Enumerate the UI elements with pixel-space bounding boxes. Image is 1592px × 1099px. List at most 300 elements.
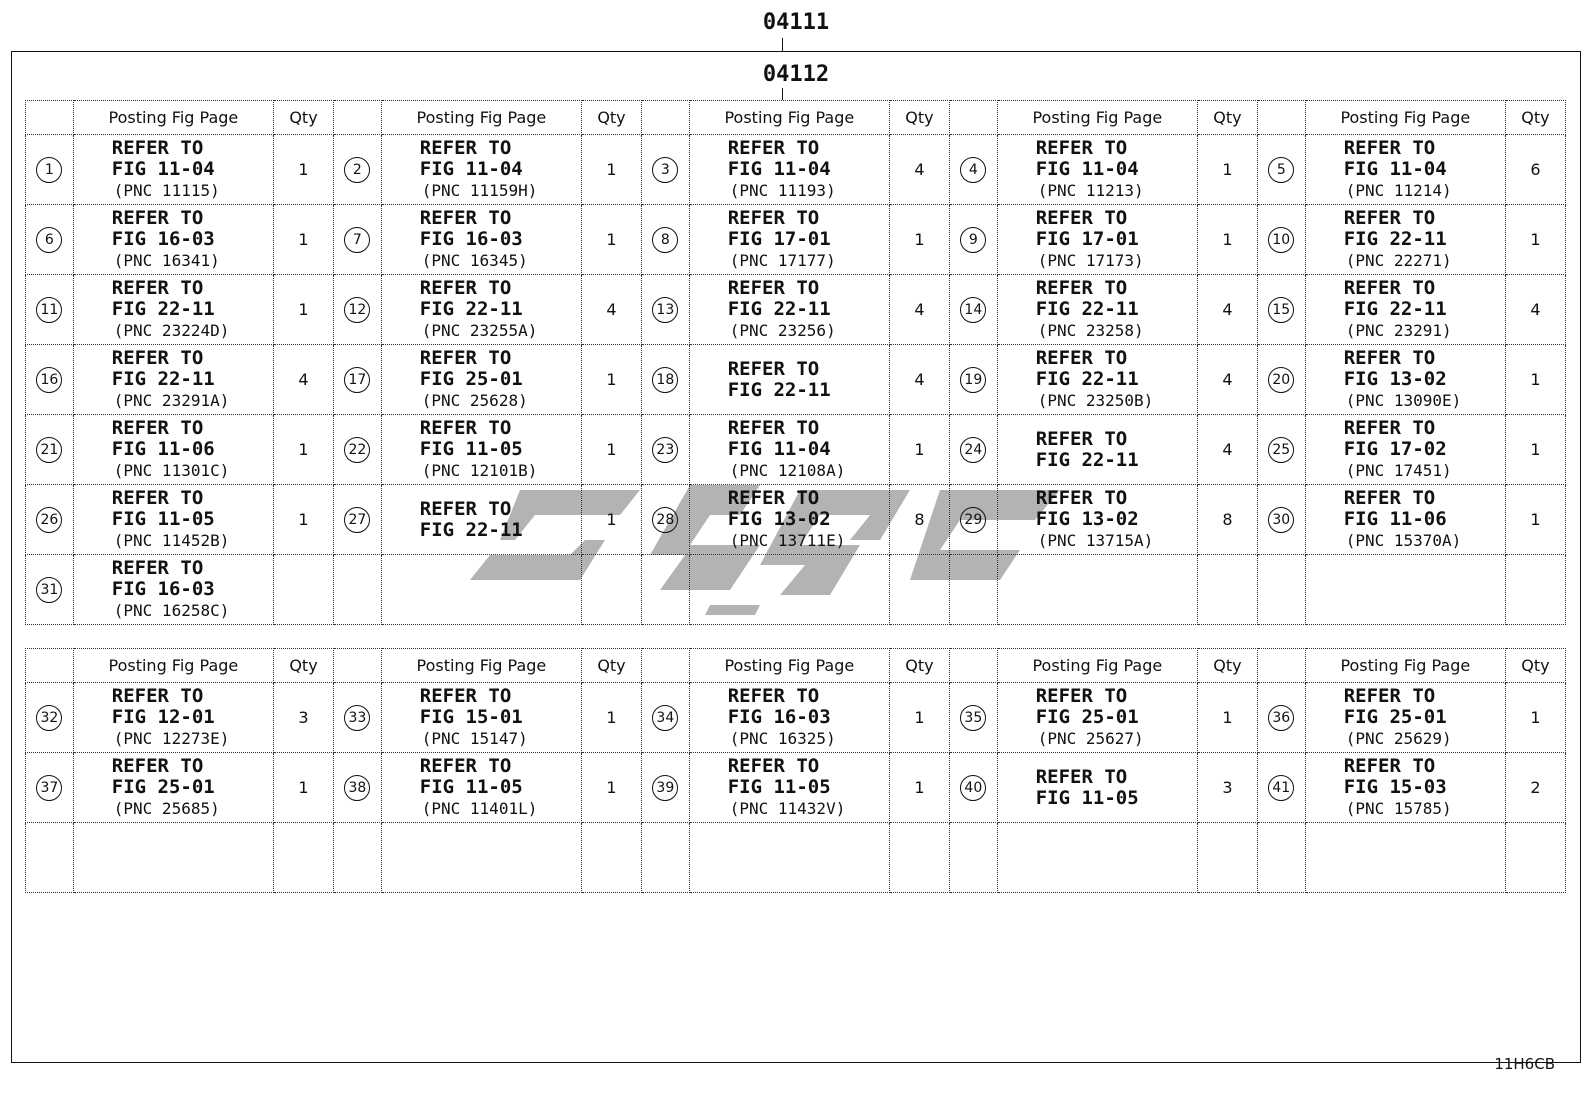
qty-value: 1 [914,230,925,249]
qty-value: 1 [914,778,925,797]
pnc-code: (PNC 23258) [1037,321,1144,340]
pnc-code: (PNC 25685) [113,799,220,818]
fig-page: FIG 13-02 [1343,368,1447,390]
fig-page: FIG 11-04 [111,158,215,180]
pnc-code: (PNC 13715A) [1037,531,1154,550]
ref-number-cell [26,205,74,275]
ref-number-cell [26,135,74,205]
qty-value: 1 [914,440,925,459]
ref-cell [997,555,1197,625]
pnc-code: (PNC 12101B) [421,461,538,480]
ref-number-circle: 18 [652,367,678,393]
header-row [26,101,1566,135]
ref-number-circle: 21 [36,437,62,463]
refer-to-label: REFER TO [1343,685,1436,707]
refer-to-label: REFER TO [111,685,204,707]
qty-cell [274,205,334,275]
ref-cell [73,275,273,345]
ref-number-circle: 13 [652,297,678,323]
qty-cell [1197,275,1257,345]
pnc-code: (PNC 16341) [113,251,220,270]
parts-reference-table-1 [25,100,1566,625]
qty-cell [1197,753,1257,823]
refer-to-label: REFER TO [1343,347,1436,369]
qty-cell [582,415,642,485]
ref-cell [381,555,581,625]
ref-number-circle: 14 [960,297,986,323]
fig-page: FIG 22-11 [1035,298,1139,320]
table-row [26,555,1566,625]
fig-page: FIG 11-04 [727,438,831,460]
ref-number-circle: 23 [652,437,678,463]
fig-page: FIG 17-02 [1343,438,1447,460]
ref-number-circle: 29 [960,507,986,533]
header-posting-fig-page: Posting Fig Page [689,101,889,135]
ref-cell [1305,823,1505,893]
ref-number-circle: 39 [652,775,678,801]
qty-value: 4 [1222,300,1233,319]
qty-cell [889,205,949,275]
ref-cell [73,555,273,625]
leader-line-outer [782,38,783,51]
table-row [26,485,1566,555]
ref-number-cell [333,135,381,205]
pnc-code: (PNC 11159H) [421,181,538,200]
fig-page: FIG 11-04 [1343,158,1447,180]
ref-number-cell [641,683,689,753]
ref-number-cell [333,415,381,485]
header-qty: Qty [582,649,642,683]
qty-cell [274,485,334,555]
pnc-code: (PNC 11214) [1345,181,1452,200]
ref-number-cell [949,205,997,275]
ref-cell [689,823,889,893]
refer-to-label: REFER TO [1343,487,1436,509]
ref-number-cell [333,683,381,753]
header-qty: Qty [1197,101,1257,135]
qty-value: 8 [1222,510,1233,529]
ref-number-circle: 5 [1268,157,1294,183]
ref-number-cell [949,683,997,753]
ref-number-cell [333,753,381,823]
qty-cell [889,555,949,625]
qty-value: 1 [298,160,309,179]
header-posting-fig-page: Posting Fig Page [689,649,889,683]
ref-number-cell [641,823,689,893]
ref-number-cell [26,275,74,345]
ref-number-circle: 9 [960,227,986,253]
ref-cell [997,345,1197,415]
ref-cell [381,415,581,485]
ref-number-cell [333,345,381,415]
ref-number-circle: 1 [36,157,62,183]
ref-number-cell [26,683,74,753]
ref-number-circle: 22 [344,437,370,463]
ref-number-cell [26,345,74,415]
refer-to-label: REFER TO [1343,417,1436,439]
pnc-code: (PNC 15370A) [1345,531,1462,550]
qty-value: 4 [1222,370,1233,389]
refer-to-label: REFER TO [419,417,512,439]
refer-to-label: REFER TO [727,357,820,380]
qty-cell [889,823,949,893]
header-qty: Qty [889,101,949,135]
ref-cell [689,275,889,345]
ref-cell [997,415,1197,485]
qty-value: 1 [298,510,309,529]
ref-number-circle: 41 [1268,775,1294,801]
header-blank-cell [949,649,997,683]
refer-to-label: REFER TO [419,755,512,777]
fig-page: FIG 11-06 [111,438,215,460]
ref-cell [689,683,889,753]
pnc-code: (PNC 11193) [729,181,836,200]
ref-number-circle: 35 [960,705,986,731]
header-posting-fig-page: Posting Fig Page [997,649,1197,683]
fig-page: FIG 15-03 [1343,776,1447,798]
refer-to-label: REFER TO [1035,487,1128,509]
table-row [26,823,1566,893]
ref-number-circle: 36 [1268,705,1294,731]
header-blank-cell [1257,101,1305,135]
header-blank-cell [26,649,74,683]
header-blank-cell [1257,649,1305,683]
ref-cell [73,485,273,555]
fig-page: FIG 11-04 [1035,158,1139,180]
qty-value: 1 [298,778,309,797]
header-posting-fig-page: Posting Fig Page [997,101,1197,135]
refer-to-label: REFER TO [1035,277,1128,299]
qty-value: 1 [298,230,309,249]
refer-to-label: REFER TO [111,207,204,229]
qty-cell [274,555,334,625]
pnc-code: (PNC 23256) [729,321,836,340]
ref-number-circle: 40 [960,775,986,801]
ref-cell [73,823,273,893]
ref-number-circle: 28 [652,507,678,533]
refer-to-label: REFER TO [111,417,204,439]
pnc-code: (PNC 12273E) [113,729,230,748]
refer-to-label: REFER TO [419,137,512,159]
pnc-code: (PNC 11301C) [113,461,230,480]
refer-to-label: REFER TO [1035,137,1128,159]
qty-value: 4 [914,370,925,389]
ref-cell [997,823,1197,893]
header-qty: Qty [1505,649,1565,683]
qty-cell [582,753,642,823]
header-posting-fig-page: Posting Fig Page [1305,101,1505,135]
header-blank-cell [26,101,74,135]
qty-cell [1505,823,1565,893]
ref-cell [1305,135,1505,205]
qty-value: 1 [1222,160,1233,179]
pnc-code: (PNC 23255A) [421,321,538,340]
ref-number-circle: 37 [36,775,62,801]
refer-to-label: REFER TO [111,755,204,777]
refer-to-label: REFER TO [727,487,820,509]
qty-cell [274,823,334,893]
ref-number-circle: 2 [344,157,370,183]
ref-number-cell [1257,823,1305,893]
ref-cell [73,415,273,485]
pnc-code: (PNC 11401L) [421,799,538,818]
pnc-code: (PNC 23291) [1345,321,1452,340]
refer-to-label: REFER TO [111,557,204,579]
ref-number-circle: 27 [344,507,370,533]
ref-number-circle: 4 [960,157,986,183]
header-posting-fig-page: Posting Fig Page [73,649,273,683]
ref-cell [997,205,1197,275]
table-row [26,753,1566,823]
ref-cell [1305,275,1505,345]
qty-cell [274,753,334,823]
fig-page: FIG 25-01 [1035,706,1139,728]
ref-number-cell [641,415,689,485]
pnc-code: (PNC 25627) [1037,729,1144,748]
header-blank-cell [333,101,381,135]
qty-cell [1505,485,1565,555]
pnc-code: (PNC 22271) [1345,251,1452,270]
qty-cell [582,555,642,625]
refer-to-label: REFER TO [727,755,820,777]
refer-to-label: REFER TO [111,277,204,299]
ref-number-circle: 31 [36,577,62,603]
ref-cell [997,135,1197,205]
qty-value: 3 [298,708,309,727]
ref-number-circle: 25 [1268,437,1294,463]
ref-cell [73,753,273,823]
assembly-number-inner: 04112 [762,62,830,87]
ref-number-cell [26,485,74,555]
refer-to-label: REFER TO [727,207,820,229]
ref-cell [689,415,889,485]
fig-page: FIG 22-11 [1035,448,1139,471]
pnc-code: (PNC 23224D) [113,321,230,340]
ref-number-cell [641,753,689,823]
qty-cell [1505,135,1565,205]
ref-number-cell [26,823,74,893]
pnc-code: (PNC 17173) [1037,251,1144,270]
refer-to-label: REFER TO [111,347,204,369]
qty-value: 1 [606,708,617,727]
fig-page: FIG 11-04 [419,158,523,180]
qty-cell [889,275,949,345]
fig-page: FIG 11-05 [1035,786,1139,809]
qty-value: 4 [298,370,309,389]
header-qty: Qty [274,101,334,135]
qty-value: 8 [914,510,925,529]
fig-page: FIG 22-11 [1343,298,1447,320]
ref-cell [689,345,889,415]
qty-value: 4 [914,160,925,179]
ref-cell [1305,753,1505,823]
ref-number-cell [333,485,381,555]
illustration-code: 11H6CB [1494,1055,1555,1073]
pnc-code: (PNC 16258C) [113,601,230,620]
ref-cell [1305,345,1505,415]
fig-page: FIG 13-02 [727,508,831,530]
pnc-code: (PNC 23291A) [113,391,230,410]
qty-cell [1197,135,1257,205]
ref-number-circle: 15 [1268,297,1294,323]
assembly-number-outer: 04111 [762,10,830,35]
ref-number-cell [333,823,381,893]
ref-cell [1305,555,1505,625]
fig-page: FIG 22-11 [419,518,523,541]
table-row [26,683,1566,753]
ref-number-cell [26,753,74,823]
qty-value: 4 [1222,440,1233,459]
fig-page: FIG 17-01 [727,228,831,250]
qty-cell [889,753,949,823]
qty-cell [274,415,334,485]
leader-line-inner [782,88,783,100]
qty-value: 1 [1222,230,1233,249]
header-posting-fig-page: Posting Fig Page [381,101,581,135]
ref-number-cell [333,275,381,345]
header-posting-fig-page: Posting Fig Page [1305,649,1505,683]
ref-number-circle: 26 [36,507,62,533]
refer-to-label: REFER TO [419,685,512,707]
qty-value: 4 [606,300,617,319]
ref-number-cell [1257,275,1305,345]
pnc-code: (PNC 11432V) [729,799,846,818]
qty-value: 1 [298,440,309,459]
pnc-code: (PNC 16325) [729,729,836,748]
qty-cell [1197,683,1257,753]
ref-number-cell [949,485,997,555]
ref-number-cell [641,485,689,555]
refer-to-label: REFER TO [727,277,820,299]
ref-number-cell [1257,345,1305,415]
ref-number-circle: 17 [344,367,370,393]
qty-cell [1505,415,1565,485]
qty-cell [274,275,334,345]
fig-page: FIG 13-02 [1035,508,1139,530]
fig-page: FIG 16-03 [727,706,831,728]
refer-to-label: REFER TO [1035,765,1128,788]
refer-to-label: REFER TO [1035,347,1128,369]
fig-page: FIG 22-11 [419,298,523,320]
ref-number-cell [949,275,997,345]
qty-value: 3 [1222,778,1233,797]
refer-to-label: REFER TO [419,277,512,299]
qty-cell [582,683,642,753]
qty-cell [889,135,949,205]
header-posting-fig-page: Posting Fig Page [381,649,581,683]
header-qty: Qty [1505,101,1565,135]
ref-cell [73,683,273,753]
qty-value: 1 [1530,230,1541,249]
header-posting-fig-page: Posting Fig Page [73,101,273,135]
ref-number-circle: 33 [344,705,370,731]
ref-cell [997,485,1197,555]
qty-cell [1505,753,1565,823]
fig-page: FIG 22-11 [1343,228,1447,250]
table-row [26,345,1566,415]
ref-cell [381,485,581,555]
pnc-code: (PNC 25628) [421,391,528,410]
ref-cell [381,683,581,753]
table-row [26,275,1566,345]
fig-page: FIG 16-03 [419,228,523,250]
qty-cell [1505,683,1565,753]
header-blank-cell [333,649,381,683]
ref-cell [997,683,1197,753]
ref-number-circle: 7 [344,227,370,253]
ref-cell [73,135,273,205]
fig-page: FIG 11-05 [111,508,215,530]
pnc-code: (PNC 11115) [113,181,220,200]
ref-number-cell [641,135,689,205]
table-row [26,135,1566,205]
ref-number-cell [1257,555,1305,625]
ref-cell [689,753,889,823]
header-qty: Qty [274,649,334,683]
ref-cell [381,205,581,275]
qty-cell [1505,345,1565,415]
fig-page: FIG 15-01 [419,706,523,728]
fig-page: FIG 11-05 [419,438,523,460]
qty-cell [889,345,949,415]
fig-page: FIG 25-01 [111,776,215,798]
ref-number-circle: 8 [652,227,678,253]
refer-to-label: REFER TO [1343,207,1436,229]
qty-value: 1 [606,230,617,249]
ref-cell [1305,415,1505,485]
qty-value: 1 [1530,708,1541,727]
fig-page: FIG 25-01 [1343,706,1447,728]
ref-number-cell [1257,753,1305,823]
qty-value: 1 [914,708,925,727]
ref-number-circle: 20 [1268,367,1294,393]
pnc-code: (PNC 15785) [1345,799,1452,818]
ref-cell [381,823,581,893]
refer-to-label: REFER TO [419,497,512,520]
qty-value: 1 [1222,708,1233,727]
refer-to-label: REFER TO [1343,277,1436,299]
ref-number-cell [333,555,381,625]
fig-page: FIG 11-05 [727,776,831,798]
ref-cell [381,275,581,345]
ref-number-cell [1257,205,1305,275]
ref-number-circle: 11 [36,297,62,323]
qty-value: 1 [606,510,617,529]
qty-cell [889,415,949,485]
header-blank-cell [949,101,997,135]
ref-cell [381,753,581,823]
ref-number-cell [1257,415,1305,485]
ref-number-circle: 24 [960,437,986,463]
header-qty: Qty [889,649,949,683]
pnc-code: (PNC 13090E) [1345,391,1462,410]
qty-cell [274,345,334,415]
pnc-code: (PNC 25629) [1345,729,1452,748]
parts-reference-table-2 [25,648,1566,893]
qty-value: 1 [1530,440,1541,459]
refer-to-label: REFER TO [111,137,204,159]
refer-to-label: REFER TO [111,487,204,509]
ref-number-cell [949,753,997,823]
fig-page: FIG 22-11 [727,298,831,320]
ref-number-circle: 10 [1268,227,1294,253]
ref-number-circle: 12 [344,297,370,323]
ref-number-cell [641,345,689,415]
ref-number-cell [26,415,74,485]
qty-cell [1505,555,1565,625]
fig-page: FIG 22-11 [111,368,215,390]
ref-number-circle: 34 [652,705,678,731]
